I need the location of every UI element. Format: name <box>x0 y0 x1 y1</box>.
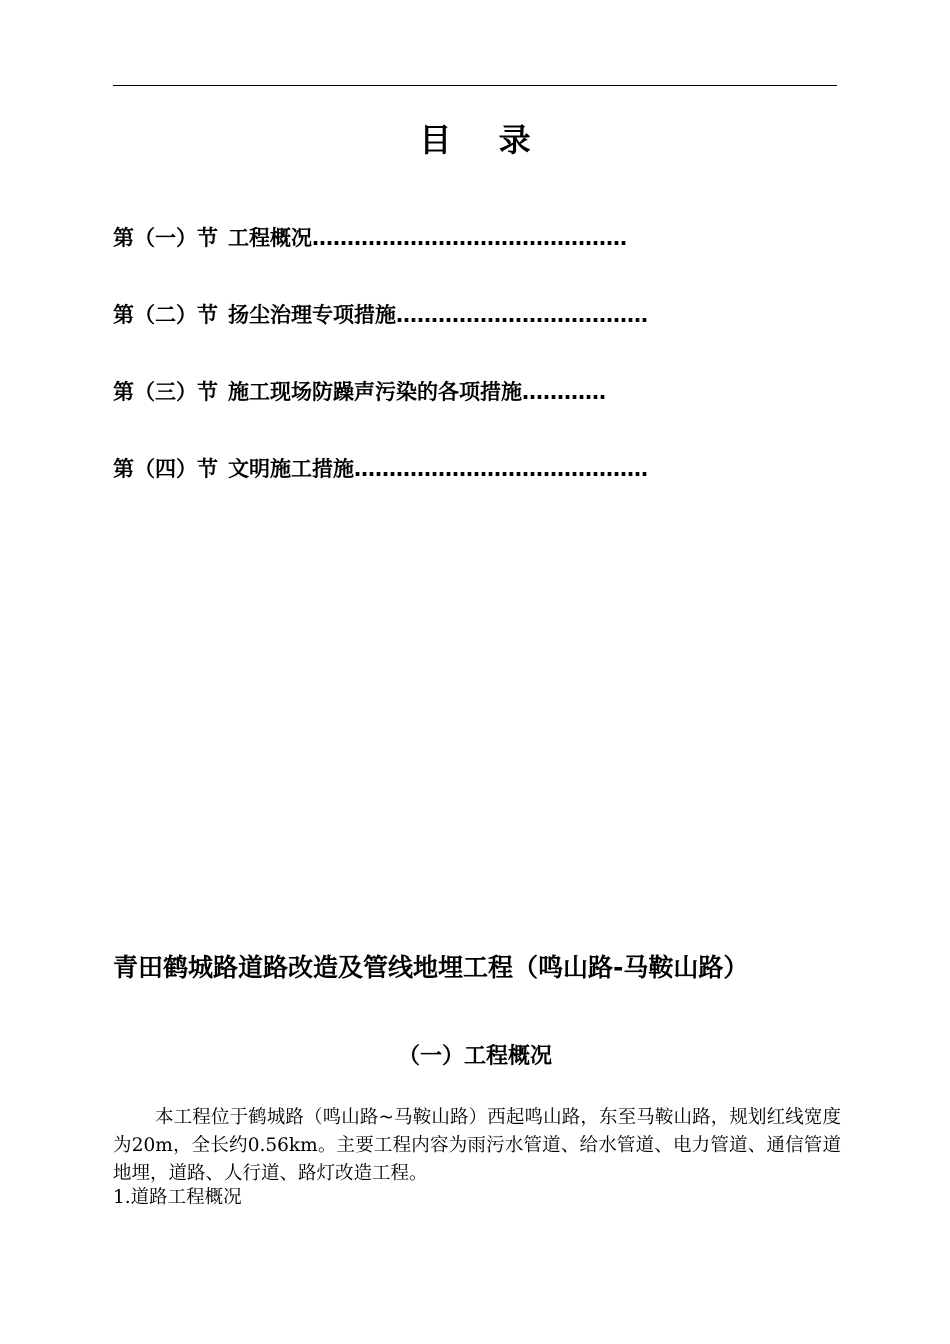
toc-item-number: 第（四）节 <box>113 457 218 481</box>
toc-item-text: 文明施工措施…………………………………… <box>228 457 648 481</box>
toc-item[interactable] <box>113 224 813 301</box>
table-of-contents <box>113 224 813 532</box>
document-title: 青田鹤城路道路改造及管线地埋工程（鸣山路-马鞍山路） <box>113 953 749 982</box>
section-heading: （一）工程概况 <box>397 1044 552 1069</box>
toc-item-number: 第（一）节 <box>113 226 218 250</box>
toc-item-text: 施工现场防躁声污染的各项措施………… <box>228 380 606 404</box>
toc-item[interactable] <box>113 455 813 532</box>
toc-item[interactable] <box>113 378 813 455</box>
toc-item-number: 第（二）节 <box>113 303 218 327</box>
body-paragraph: 本工程位于鹤城路（鸣山路~马鞍山路）西起鸣山路，东至马鞍山路，规划红线宽度为20m，全长约0.56km。主要工程内容为雨污水管道、给水管道、电力管道、通信管道地埋，道路、人行道、路灯改造工程。 <box>113 1107 841 1184</box>
toc-item-number: 第（三）节 <box>113 380 218 404</box>
toc-title: 目 录 <box>419 121 549 159</box>
toc-item[interactable] <box>113 301 813 378</box>
toc-item-text: 工程概况……………………………………… <box>228 226 627 250</box>
toc-item-text: 扬尘治理专项措施……………………………… <box>228 303 648 327</box>
subsection-heading: 1.道路工程概况 <box>113 1187 242 1208</box>
header-rule <box>113 85 837 86</box>
